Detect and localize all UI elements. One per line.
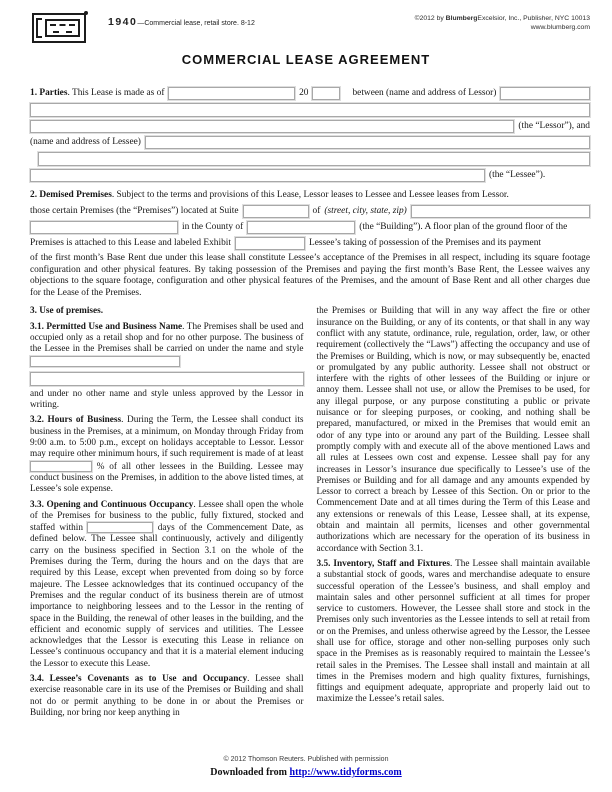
possession-text: Lessee’s taking of possession of the Premises and its payment	[309, 238, 541, 248]
clause-3-1-text-a: . The Premises shall be used and occupied only as a retail shop and for no other purpose. The business of the Lessee in the Premises shall be carried on under the name and style	[30, 321, 304, 355]
section-3-columns	[30, 306, 590, 723]
premises-row-1	[30, 189, 590, 202]
clause-3-2-para	[30, 415, 304, 495]
premises-intro-text: . Subject to the terms and provisions of this Lease, Lessor leases to Lessee and Lessee leases from Lessor.	[111, 190, 509, 200]
footer-download-line	[0, 767, 612, 778]
publisher-copyright: ©2012 by	[414, 15, 446, 22]
publisher-website: www.blumberg.com	[530, 23, 590, 31]
logo-bracket-shape	[36, 18, 42, 38]
lessee-label: (name and address of Lessee)	[30, 137, 141, 147]
parties-row-4	[30, 136, 590, 149]
exhibit-field[interactable]	[235, 237, 305, 250]
parties-row-3	[30, 120, 590, 133]
document-title: COMMERCIAL LEASE AGREEMENT	[181, 52, 431, 67]
lessor-defined-text: (the “Lessor”), and	[518, 121, 590, 131]
clause-3-2-heading: 3.2. Hours of Business	[30, 415, 122, 426]
lessee-name-address-field-1[interactable]	[145, 136, 590, 149]
occupancy-days-field[interactable]	[87, 522, 153, 533]
premises-row-2	[30, 205, 590, 218]
of-text: of	[312, 206, 321, 216]
tidyforms-link[interactable]: http://www.tidyforms.com	[289, 767, 402, 778]
clause-3-2-text-a: . During the Term, the Lessee shall conduct its business in the Premises, at a minimum, on Monday through Friday from 9:00 a.m. to 5:00 p.m., except on holidays acceptable to Lessor. Lessor may require other minimum hours, if such requirement is made of at least	[30, 415, 304, 460]
form-identifier	[108, 13, 255, 28]
clause-3-1-heading: 3.1. Permitted Use and Business Name	[30, 321, 183, 332]
logo-inner-shape	[45, 19, 80, 37]
clause-3-4-heading: 3.4. Lessee’s Covenants as to Use and Occupancy	[30, 673, 248, 684]
building-defined-text: (the “Building”). A floor plan of the ground floor of the	[359, 222, 568, 232]
street-address-field[interactable]	[411, 205, 590, 218]
lessee-name-address-field-3[interactable]	[30, 169, 485, 182]
downloaded-from-text: Downloaded from	[210, 767, 290, 778]
clause-3-3-text-a: . Lessee shall open the whole of the Premises for business to the public, fully fixtured, stocked and staffed within	[30, 499, 304, 534]
form-description: —Commercial lease, retail store. 8-12	[137, 20, 255, 27]
section-2-demised-premises	[30, 189, 590, 299]
lessor-name-address-field-1[interactable]	[500, 87, 590, 100]
clause-3-5-text: . The Lessee shall maintain available a substantial stock of goods, wares and merchandise adequate to ensure successful operation of the Lessee’s business, and shall employ and maintain sales and other personnel sufficient at all times for proper service to customers. However, the Lessee shall store and stock in the Premises only such inventories as the Lessee intends to sell at retail from or on the Premises, and unless otherwise agreed by the Lessor, the Lessee shall use for office, storage and other non-selling purposes only such space in the Premises as is reasonably required to maintain the Lessee’s retail sales in the Premises. The Lessee shall install and maintain at all times in the Premises modern and high quality fixtures, furnishings, fittings and equipment adequate, appropriate and properly laid out to maximize the Lessee’s retail sales.	[316, 558, 590, 705]
county-field[interactable]	[247, 221, 355, 234]
publisher-line1	[415, 15, 590, 24]
lessee-defined-text: (the “Lessee”).	[489, 170, 546, 180]
document-body	[30, 87, 590, 723]
clause-3-3-text-b: days of the Commencement Date, as defined below. The Lessee shall continuously, actively and diligently carry on the business specified in Section 3.1 on the whole of the Premises during the Term, during the hours and on the days that are required by this Lease, except when prevented from doing so by force majeure. The Lessee acknowledges that its continued occupancy of the Premises and the regular conduct of its business therein are of utmost importance to neighboring lessees and to the Lessor in the renting of space in the Building, the renewal of other leases in the building, and the efficient and economic supply of services and utilities. The Lessee acknowledges that the Lessor is executing this Lease in reliance on Lessee’s continuous occupancy and that it is a material element inducing the Lessor to execute this Lease.	[30, 523, 304, 669]
page-header	[32, 13, 590, 43]
parties-row-6	[30, 169, 590, 182]
publisher-brand: Blumberg	[445, 15, 478, 22]
clause-3-4-continuation-para: the Premises or Building that will in any way affect the fire or other insurance on the Building, or any of its contents, or that shall in any way conflict with any statute, ordinance, rule, regulation, order, law, or other requirement (collectively the “Laws”) affecting the occupancy and use of the Premises or Building, which is now, or may subsequently be, enacted or promulgated by any public authority. Lessee shall not obstruct or interfere with the rights of other lessees of the Building or injure or annoy them. Lessee shall not use, or allow the Premises to be used, for any illegal purpose, or any purpose constituting a public or private nuisance or for sleeping purposes, or cooking, and nothing shall be prepared, manufactured, or mixed in the Premises that would emit an odor of any type into or around any part of the Building. Lessee shall promptly comply with and execute all of the above mentioned Laws and all rules at Lessees own cost and expense. Lessee shall pay for any increases in Lessor’s insurance due specifically to Lessee’s use of the Premises or Building and for all damage and any amounts expended by Lessor to correct a breach by Lessee of this Section. On or prior to the Commencement Date and at all times during the Term of this Lease and any extensions or renewals of this Lease, Lessee shall, at its expense, obtain and maintain all permits, licenses and other governmental authorizations which are necessary for the operation of its business in accordance with Section 3.1.	[316, 306, 590, 554]
clause-3-4-text-a: . Lessee shall exercise reasonable care in its use of the Premises or Building and shall not do or permit anything to be done in or about the Premises or Building, nor bring nor keep anything in	[30, 673, 304, 718]
section-1-heading: 1. Parties	[30, 88, 68, 98]
clause-3-5-para	[317, 559, 591, 706]
minimum-hours-percent-field[interactable]	[30, 461, 92, 472]
clause-3-2-text-b: % of all other lessees in the Building. Lessee may conduct business on the Premises, in addition to the above listed times, at Lessee’s sole expense.	[30, 461, 304, 495]
right-column	[317, 306, 591, 723]
clause-3-4-para	[30, 674, 304, 719]
premises-paragraph: of the first month’s Base Rent due under this lease shall constitute Lessee’s acceptance of the Premises in all respect, including its square footage configuration and other physical features. By taking possession of the Premises and paying the first month’s Base Rent, the Lessee waives any objections to the square footage, configuration and other physical features of the Premises, and the amount of Base Rent and all other charges due for the Lease of the Premises.	[30, 253, 590, 298]
publisher-suffix: Excelsior, Inc., Publisher, NYC 10013	[477, 15, 590, 22]
section-3-heading-para	[30, 306, 304, 317]
suite-number-field[interactable]	[243, 205, 309, 218]
lease-year-suffix-field[interactable]	[312, 87, 340, 100]
lessor-name-address-field-2[interactable]	[30, 103, 590, 117]
premises-row-4	[30, 237, 590, 250]
clause-3-1-para-a	[30, 322, 304, 368]
street-city-state-zip-label: (street, city, state, zip)	[324, 206, 407, 216]
year-prefix-text: 20	[299, 88, 309, 98]
section-3-heading: 3. Use of premises.	[30, 306, 104, 317]
footer-copyright: © 2012 Thomson Reuters. Published with permission	[223, 756, 389, 763]
between-lessor-label: between (name and address of Lessor)	[352, 88, 497, 98]
section-2-heading: 2. Demised Premises	[30, 190, 112, 200]
publisher-info	[415, 13, 590, 32]
business-name-field-1[interactable]	[30, 356, 180, 367]
business-name-field-2[interactable]	[30, 372, 304, 386]
premises-row-3	[30, 221, 590, 234]
lessor-name-address-field-3[interactable]	[30, 120, 514, 133]
clause-3-1-para-b: and under no other name and style unless approved by the Lessor in writing.	[30, 388, 304, 411]
lease-date-field[interactable]	[168, 87, 295, 100]
suite-label-text: those certain Premises (the “Premises”) located at Suite	[30, 206, 239, 216]
parties-row-1	[30, 87, 590, 100]
clause-3-3-para	[30, 500, 304, 670]
county-label-text: in the County of	[182, 222, 244, 232]
parties-intro-text: . This Lease is made as of	[67, 88, 165, 98]
clause-3-5-heading: 3.5. Inventory, Staff and Fixtures	[316, 558, 450, 569]
form-number: 1940	[108, 16, 138, 28]
address-continuation-field[interactable]	[30, 221, 178, 234]
clause-3-3-heading: 3.3. Opening and Continuous Occupancy	[30, 499, 194, 510]
section-1-parties	[30, 87, 590, 182]
blumberg-lease-form-logo-icon	[32, 13, 86, 43]
lessee-name-address-field-2[interactable]	[38, 152, 590, 166]
exhibit-label-text: Premises is attached to this Lease and labeled Exhibit	[30, 238, 231, 248]
left-column	[30, 306, 304, 723]
